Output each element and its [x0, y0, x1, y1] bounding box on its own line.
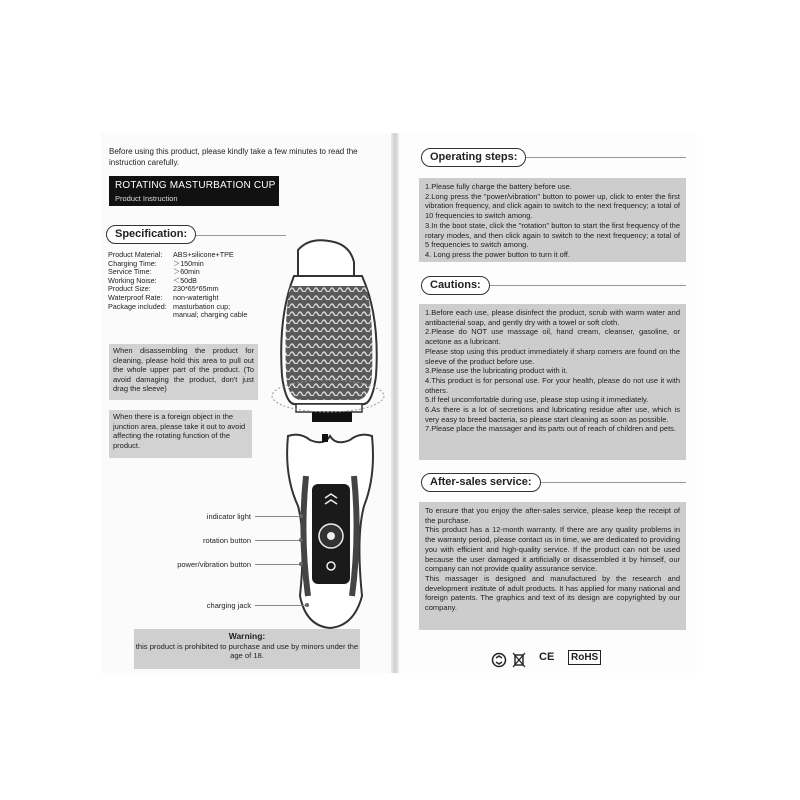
- spec-value: ＞150min: [173, 258, 204, 268]
- intro-text: Before using this product, please kindly take a few minutes to read the instruction carefully.: [109, 147, 358, 167]
- spec-key: Charging Time:: [108, 258, 157, 268]
- rotation-dot: [299, 538, 303, 542]
- ce-mark: CE: [539, 651, 555, 663]
- after-sales-heading: After-sales service:: [421, 473, 541, 492]
- disassembly-callout: When disassembling the product for cleaning, please hold this area to pull out the whole upper part of the product. (To avoid damaging the product, don't just drag the sleeve): [109, 344, 258, 400]
- operating-heading: Operating steps:: [421, 148, 526, 167]
- warning-box: [134, 629, 360, 669]
- after-sales-box: To ensure that you enjoy the after-sales service, please keep the receipt of the purchase. This product has a 12-month warranty. If there are any quality problems in the warranty period, please contact us in time, we are dedicated to providing you with efficient and high-quality service. If the product can not be used because the user damaged it artificially or disassembled it by himself, our company can not provide quality assurance service. This massager is designed and manufactured by the research and development institute of adult products. It has applied for many national and foreign patents. The graphics and text of its design are copyrighted by our company.: [419, 502, 686, 630]
- recycle-icon: [491, 652, 507, 668]
- spec-value: 230*65*65mm: [173, 284, 219, 294]
- bin-crossed-icon: [512, 652, 526, 668]
- junction-ring: [312, 412, 352, 422]
- spec-key: Product Material:: [108, 250, 163, 259]
- rohs-mark: RoHS: [568, 650, 601, 665]
- page-fold: [391, 133, 399, 673]
- spec-key: Product Size:: [108, 284, 151, 294]
- spec-value: masturbation cup;: [173, 301, 231, 311]
- spec-key: Service Time:: [108, 267, 152, 277]
- rotation-leader: [255, 540, 301, 541]
- product-subtitle: Product Instruction: [115, 194, 178, 203]
- spec-value: ABS+silicone+TPE: [173, 250, 234, 259]
- spec-value: ＞60min: [173, 267, 200, 277]
- spec-heading: Specification:: [106, 225, 196, 244]
- charging-label: charging jack: [206, 601, 251, 610]
- sleeve-cap: [298, 240, 354, 278]
- charging-dot: [305, 603, 309, 607]
- warning-text: this product is prohibited to purchase and use by minors under the age of 18.: [135, 641, 359, 660]
- warning-title: Warning:: [228, 631, 266, 641]
- indicator-label: indicator light: [206, 512, 251, 521]
- product-drawing: [250, 236, 390, 636]
- rotation-label: rotation button: [203, 536, 251, 545]
- spec-value: ＜50dB: [173, 275, 197, 285]
- product-title: ROTATING MASTURBATION CUP: [115, 180, 276, 191]
- operating-steps-box: 1.Please fully charge the battery before use. 2.Long press the "power/vibration" button to power up, click to enter the first vibration frequency, and click again to switch to the next frequency; a total of 10 frequencies to switch among. 3.In the boot state, click the "rotation" button to start the first frequency of the rotary modes, and then click again to switch to the next frequency; a total of 5 frequencies to switch among. 4. Long press the power button to turn it off.: [419, 178, 686, 262]
- spec-value: non-watertight: [173, 293, 219, 302]
- indicator-dot: [299, 514, 303, 518]
- cautions-heading: Cautions:: [421, 276, 490, 295]
- power-leader: [255, 564, 301, 565]
- spec-key: Package included:: [108, 301, 167, 311]
- cautions-box: 1.Before each use, please disinfect the product, scrub with warm water and antibacterial soap, and gently dry with a towel or soft cloth. 2.Please do NOT use massage oil, hand cream, cleanser, gasoline, or acetone as a lubricant. Please stop using this product immediately if sharp corners are found on the sleeve of the product before use. 3.Please use the lubricating product with it. 4.This product is for personal use. For your health, please do not use it with others. 5.If feel uncomfortable during use, please stop using it immediately. 6.As there is a lot of secretions and lubricating residue after use, which is very easy to breed bacteria, so please start cleaning as soon as possible. 7.Please place the massager and its parts out of reach of children and pets.: [419, 304, 686, 460]
- indicator-leader: [255, 516, 301, 517]
- power-label: power/vibration button: [177, 560, 251, 569]
- charging-leader: [255, 605, 307, 606]
- title-banner: [109, 176, 279, 206]
- power-dot: [299, 562, 303, 566]
- spec-key: Waterproof Rate:: [108, 293, 163, 302]
- spec-value: manual; charging cable: [173, 310, 248, 320]
- spec-key: Working Noise:: [108, 275, 157, 285]
- foreign-object-callout: When there is a foreign object in the junction area, please take it out to avoid affecting the rotating function of the product.: [109, 410, 252, 458]
- spec-row: [108, 311, 247, 319]
